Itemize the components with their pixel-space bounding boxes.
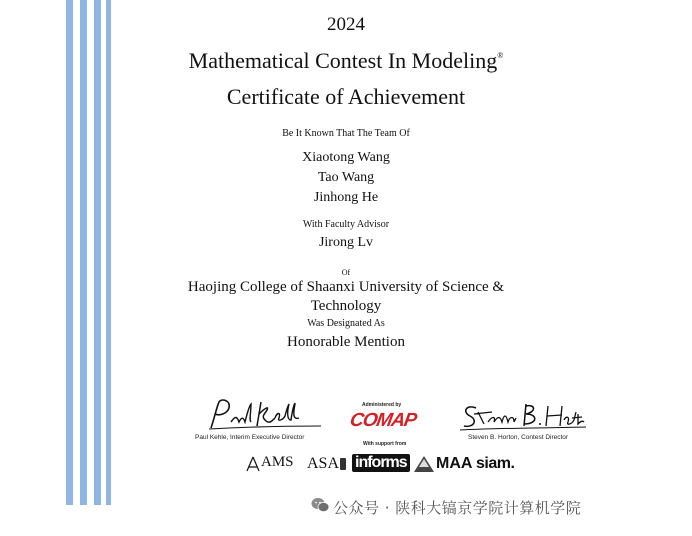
institution-line-1: Haojing College of Shaanxi University of Science & xyxy=(187,279,505,295)
watermark-text: 公众号 · 陕科大镐京学院计算机学院 xyxy=(333,499,582,517)
certificate-title: Certificate of Achievement xyxy=(226,84,466,109)
advisor-label: With Faculty Advisor xyxy=(302,219,390,230)
of-label: Of xyxy=(341,268,351,277)
ams-emblem-icon xyxy=(246,456,260,472)
right-signature-caption: Steven B. Horton, Contest Director xyxy=(468,434,569,441)
side-stripe xyxy=(94,0,101,505)
registered-mark: ® xyxy=(497,51,504,60)
left-signature-caption: Paul Kehle, Interim Executive Director xyxy=(195,434,305,441)
with-support-text: With support from xyxy=(363,441,407,447)
siam-logo: siam. xyxy=(476,455,515,472)
asa-logo: ASA xyxy=(307,455,340,472)
designated-label: Was Designated As xyxy=(307,318,385,329)
informs-logo: informs xyxy=(352,454,410,472)
year: 2024 xyxy=(327,14,365,35)
award-title: Honorable Mention xyxy=(287,334,405,350)
team-member: Xiaotong Wang xyxy=(302,150,390,165)
side-stripe xyxy=(66,0,73,505)
advisor-name: Jirong Lv xyxy=(318,235,374,250)
contest-name xyxy=(0,48,692,74)
comap-logo: COMAP xyxy=(348,410,418,431)
intro-text: Be It Known That The Team Of xyxy=(282,128,410,139)
side-stripe xyxy=(106,0,111,505)
team-member: Tao Wang xyxy=(317,170,375,185)
administered-by-text: Administered by xyxy=(362,402,402,408)
maa-logo: MAA xyxy=(436,455,473,472)
team-member: Jinhong He xyxy=(313,190,379,205)
wechat-icon xyxy=(311,497,330,513)
institution-line-2: Technology xyxy=(310,298,382,314)
ams-text: AMS xyxy=(261,454,294,470)
right-signature-image xyxy=(458,400,588,434)
side-stripe xyxy=(80,0,87,505)
asa-mark-icon xyxy=(340,458,346,470)
contest-name-text: Mathematical Contest In Modeling xyxy=(188,48,498,73)
maa-emblem-icon xyxy=(413,455,435,473)
left-signature-image xyxy=(205,398,325,432)
